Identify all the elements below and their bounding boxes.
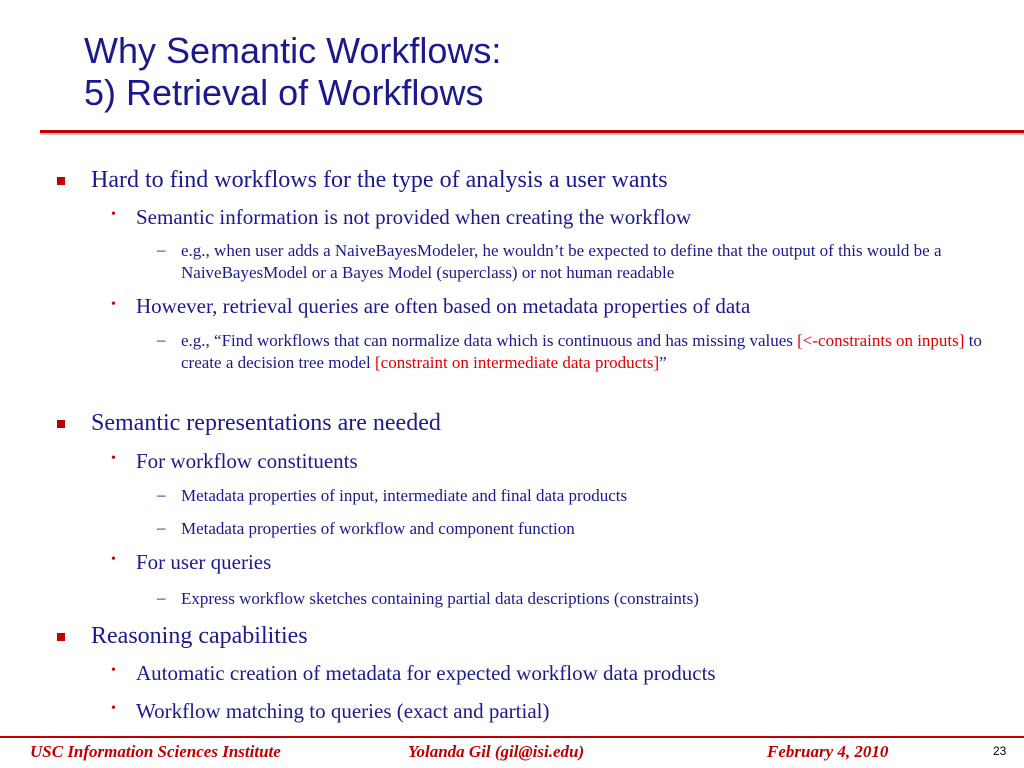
bullet-workflow-sketches: Express workflow sketches containing partial data descriptions (constraints)	[181, 589, 699, 608]
footer-divider	[0, 736, 1024, 738]
square-bullet-icon	[57, 420, 65, 428]
dot-bullet-icon: •	[111, 701, 116, 716]
bullet-hard-to-find: Hard to find workflows for the type of analysis a user wants	[91, 167, 668, 193]
bullet-semantic-info-not-provided: Semantic information is not provided when creating the workflow	[136, 205, 692, 229]
slide-title	[84, 30, 501, 114]
square-bullet-icon	[57, 633, 65, 641]
dash-bullet-icon: –	[157, 485, 166, 504]
dot-bullet-icon: •	[111, 663, 116, 678]
dot-bullet-icon: •	[111, 207, 116, 222]
bullet-reasoning-capabilities: Reasoning capabilities	[91, 623, 308, 649]
bullet-metadata-workflow-function: Metadata properties of workflow and component function	[181, 519, 575, 538]
example-text-part2: to create a decision tree model	[181, 331, 982, 372]
bullet-automatic-metadata: Automatic creation of metadata for expected workflow data products	[136, 661, 716, 685]
title-divider-shadow	[40, 133, 1024, 135]
bullet-user-queries: For user queries	[136, 550, 272, 574]
square-bullet-icon	[57, 177, 65, 185]
dash-bullet-icon: –	[157, 518, 166, 537]
footer-institute: USC Information Sciences Institute	[30, 742, 281, 761]
bullet-metadata-data-products: Metadata properties of input, intermediate and final data products	[181, 486, 628, 505]
dot-bullet-icon: •	[111, 552, 116, 567]
dash-bullet-icon: –	[157, 330, 166, 349]
bullet-workflow-constituents: For workflow constituents	[136, 449, 358, 473]
constraint-inputs-note: [<-constraints on inputs]	[797, 331, 965, 350]
slide-page-number: 23	[993, 744, 1007, 758]
dot-bullet-icon: •	[111, 451, 116, 466]
bullet-naive-bayes-example: e.g., when user adds a NaiveBayesModeler, he wouldn’t be expected to define that the output of this would be a NaiveBayesModel or a Bayes Model (superclass) or not human readable	[181, 241, 942, 282]
footer-date: February 4, 2010	[767, 742, 889, 761]
example-text-part3: ”	[659, 353, 667, 372]
example-text-part1: e.g., “Find workflows that can normalize data which is continuous and has missing values	[181, 331, 798, 350]
slide-title-line2: 5) Retrieval of Workflows	[84, 72, 484, 113]
dash-bullet-icon: –	[157, 588, 166, 607]
constraint-intermediate-note: [constraint on intermediate data products]	[374, 353, 660, 372]
bullet-semantic-representations: Semantic representations are needed	[91, 410, 441, 436]
bullet-find-workflows-example	[181, 330, 1011, 374]
bullet-retrieval-queries: However, retrieval queries are often based on metadata properties of data	[136, 294, 751, 318]
dot-bullet-icon: •	[111, 297, 116, 312]
slide-title-line1: Why Semantic Workflows:	[84, 30, 502, 71]
bullet-workflow-matching: Workflow matching to queries (exact and partial)	[136, 699, 550, 723]
dash-bullet-icon: –	[157, 240, 166, 259]
footer-author: Yolanda Gil (gil@isi.edu)	[408, 742, 585, 761]
